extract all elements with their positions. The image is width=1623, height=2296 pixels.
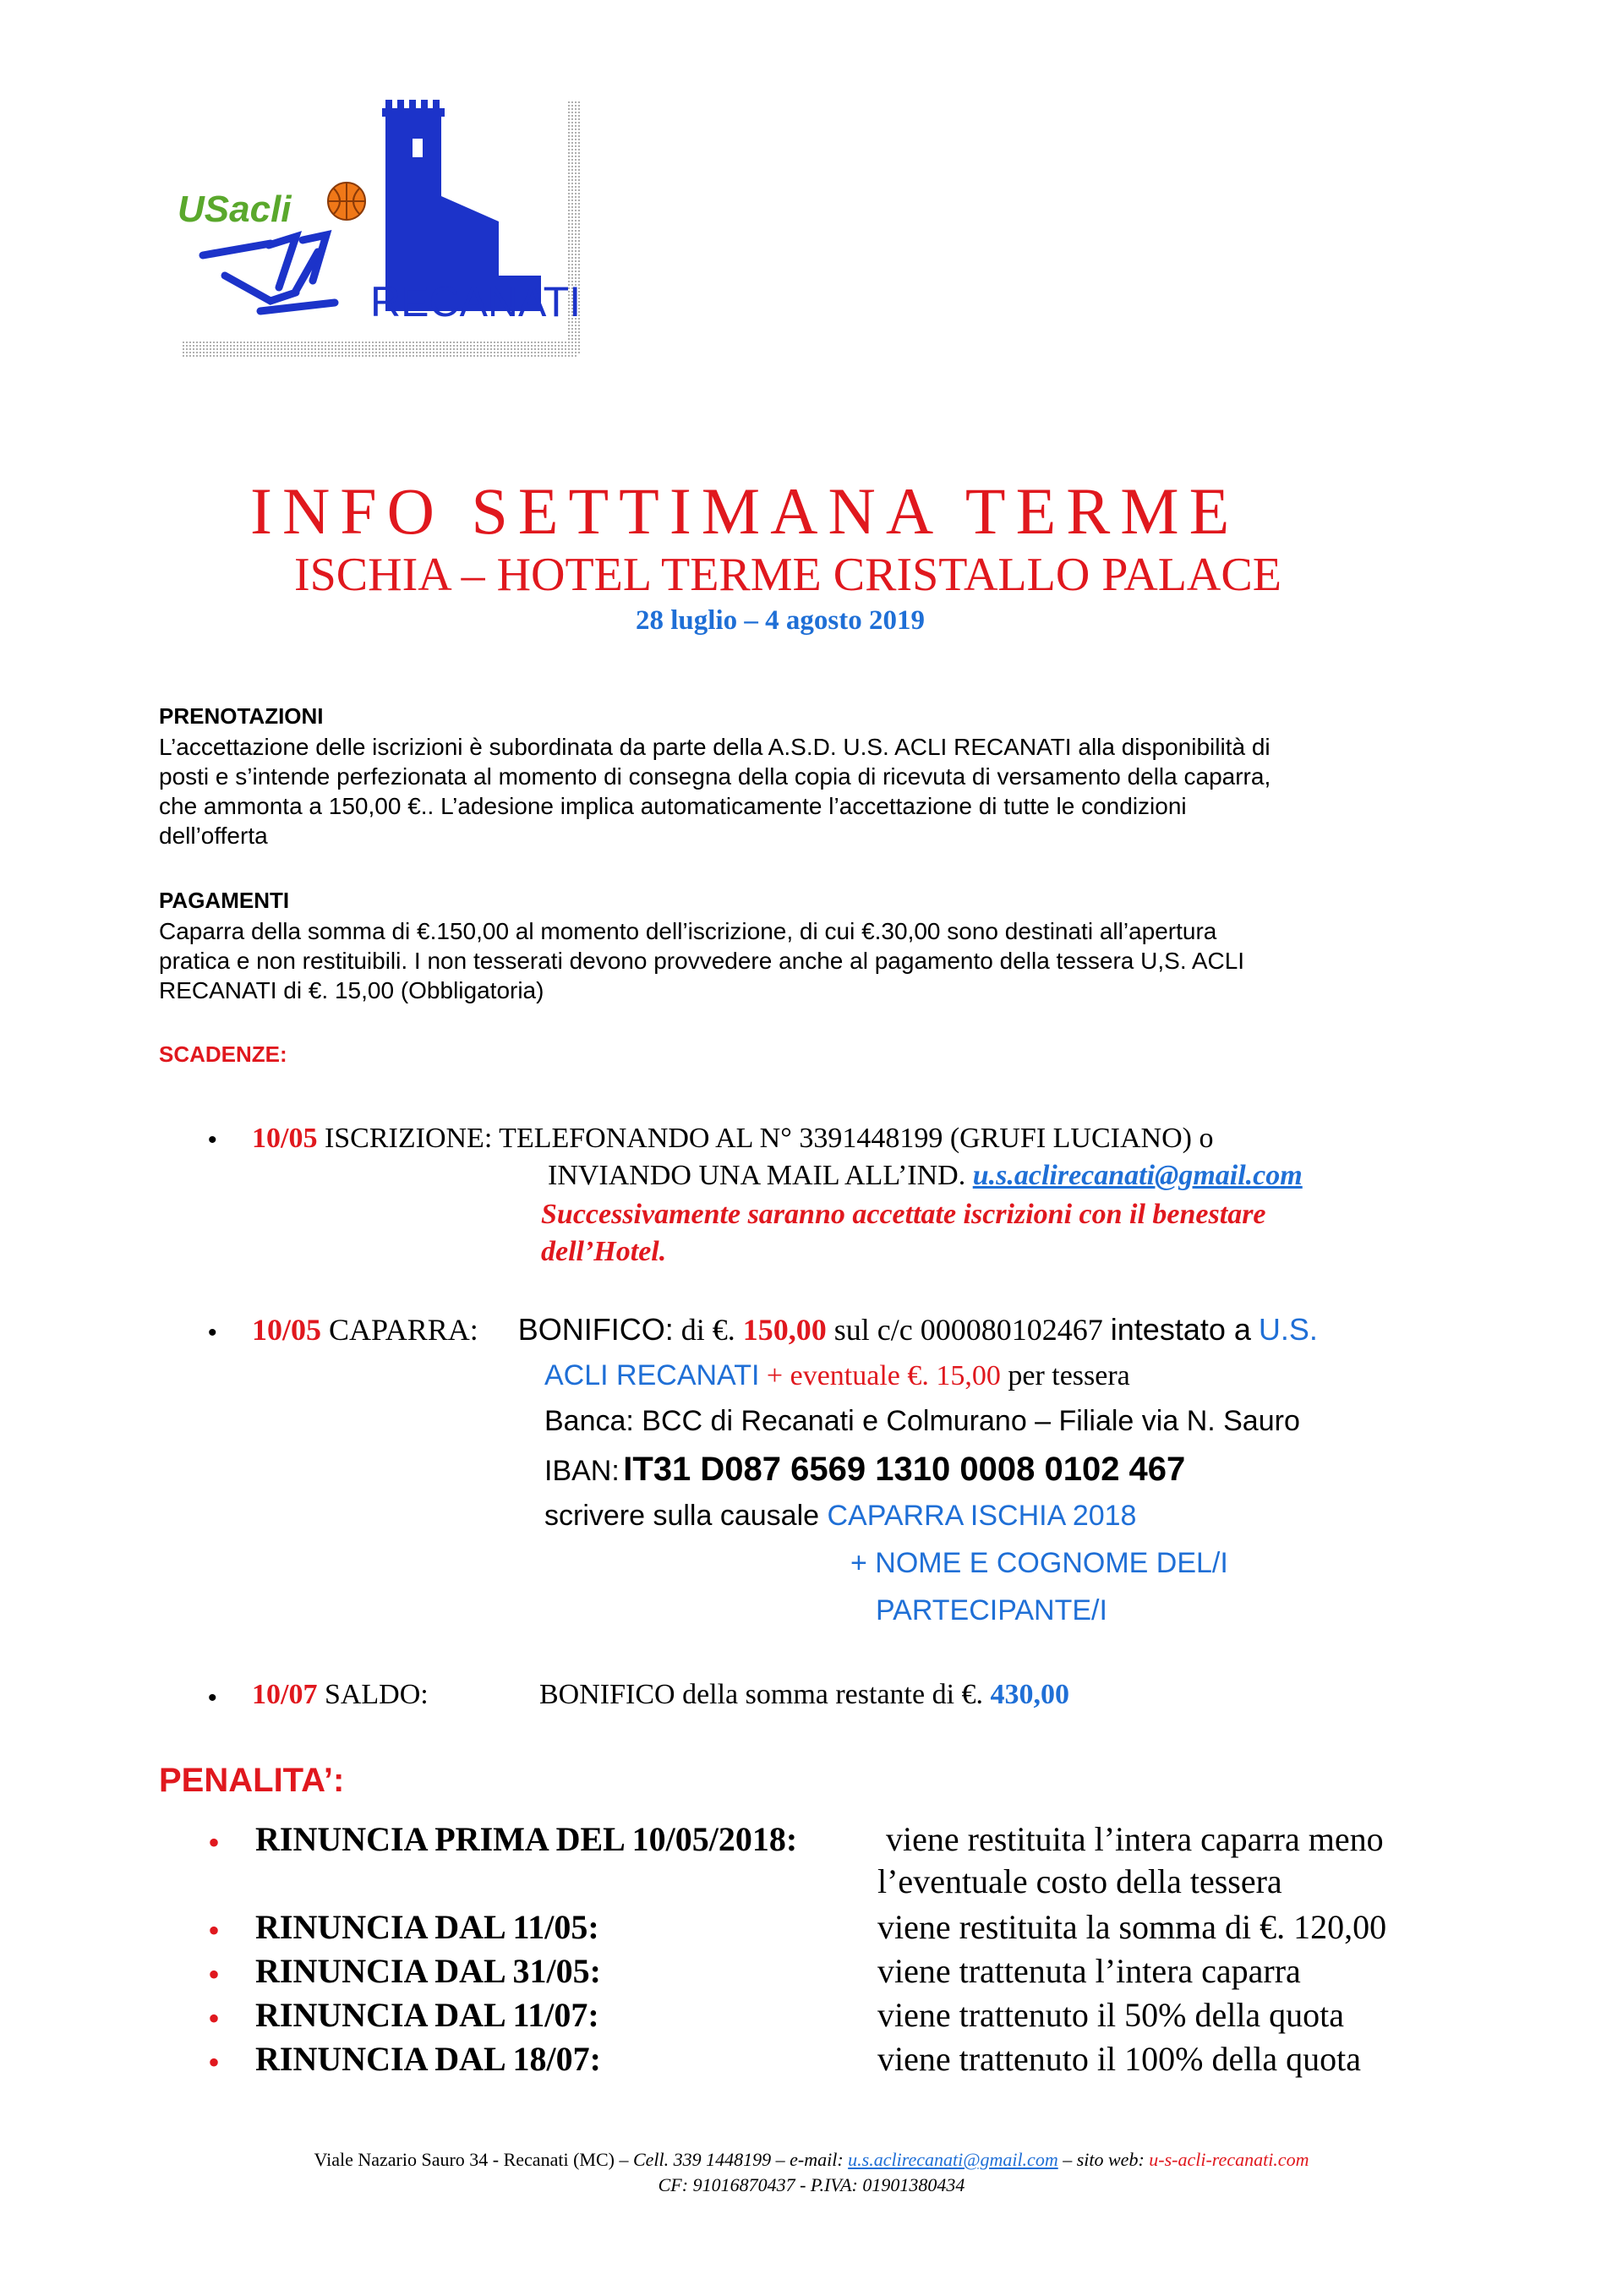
footer-piva-label: - P.IVA: <box>800 2174 858 2195</box>
prenotazioni-text <box>159 732 1461 850</box>
footer-site-link[interactable]: u-s-acli-recanati.com <box>1149 2149 1309 2170</box>
prenotazioni-line: che ammonta a 150,00 €.. L’adesione implica automaticamente l’accettazione di tutte le condizioni <box>159 793 1187 819</box>
caparra-bonifico: BONIFICO: <box>517 1312 674 1347</box>
footer-piva: 01901380434 <box>862 2174 965 2195</box>
iscrizione-label: ISCRIZIONE: <box>324 1123 493 1154</box>
caparra-causale-row <box>544 1500 1136 1533</box>
caparra-iban: IT31 D087 6569 1310 0008 0102 467 <box>623 1451 1186 1488</box>
caparra-account: sul c/c 000080102467 <box>833 1313 1103 1347</box>
caparra-banca: Banca: BCC di Recanati e Colmurano – Filiale via N. Sauro <box>544 1405 1300 1437</box>
caparra-causale: CAPARRA ISCHIA 2018 <box>827 1500 1137 1532</box>
prenotazioni-line: dell’offerta <box>159 823 268 849</box>
iscrizione-note: Successivamente saranno accettate iscrizioni con il benestare <box>541 1199 1266 1230</box>
bullet-dot: • <box>208 1911 221 1949</box>
penalita-label: RINUNCIA DAL 31/05: <box>255 1952 601 1990</box>
caparra-partecipante: PARTECIPANTE/I <box>876 1594 1107 1626</box>
penalita-text: viene trattenuto il 100% della quota <box>877 2040 1362 2078</box>
skier-icon <box>203 235 335 311</box>
iscrizione-email-link[interactable]: u.s.aclirecanati@gmail.com <box>972 1160 1303 1191</box>
caparra-iban-row <box>544 1451 1185 1489</box>
saldo-amount: 430,00 <box>990 1679 1070 1710</box>
page-title: INFO SETTIMANA TERME <box>250 474 1240 548</box>
scadenze-heading: SCADENZE: <box>159 1041 287 1067</box>
caparra-causale-label: scrivere sulla causale <box>544 1500 820 1532</box>
club-logo <box>169 95 583 362</box>
bullet-dot: • <box>208 1319 217 1347</box>
page-subtitle: ISCHIA – HOTEL TERME CRISTALLO PALACE <box>294 549 1281 601</box>
logo-graphic <box>169 95 583 362</box>
caparra-nome: + NOME E COGNOME DEL/I <box>850 1547 1228 1579</box>
saldo-detail <box>539 1679 1069 1711</box>
caparra-acli: ACLI RECANATI <box>544 1359 760 1391</box>
bullet-dot: • <box>208 1823 221 1861</box>
caparra-label: CAPARRA: <box>329 1313 478 1347</box>
saldo-row <box>252 1679 429 1711</box>
bullet-dot: • <box>208 1684 217 1712</box>
caparra-row <box>252 1312 1318 1348</box>
iscrizione-date: 10/05 <box>252 1123 318 1154</box>
penalita-label: RINUNCIA DAL 18/07: <box>255 2040 601 2078</box>
caparra-di: di €. <box>680 1313 735 1347</box>
pagamenti-heading: PAGAMENTI <box>159 888 290 913</box>
caparra-amount: 150,00 <box>742 1313 827 1347</box>
footer-cell-label: Cell. <box>632 2149 669 2170</box>
caparra-us: U.S. <box>1258 1312 1318 1347</box>
pagamenti-text <box>159 916 1461 1005</box>
caparra-acli-row <box>544 1359 1130 1392</box>
bullet-dot: • <box>208 1126 217 1154</box>
logo-city-text: RECANATI <box>370 278 582 325</box>
footer-fiscal <box>0 2174 1623 2196</box>
footer-cf-label: CF: <box>658 2174 689 2195</box>
caparra-iban-label: IBAN: <box>544 1455 620 1487</box>
bullet-dot: • <box>208 2043 221 2081</box>
caparra-date: 10/05 <box>252 1313 322 1347</box>
iscrizione-phone: TELEFONANDO AL N° 3391448199 (GRUFI LUCIANO) <box>499 1123 1192 1154</box>
footer-contacts <box>0 2149 1623 2171</box>
iscrizione-mail-label: INVIANDO UNA MAIL ALL’IND. <box>548 1160 966 1191</box>
penalita-text: viene restituita l’intera caparra meno <box>886 1820 1384 1858</box>
pagamenti-line: Caparra della somma di €.150,00 al momento dell’iscrizione, di cui €.30,00 sono destinati all’apertura <box>159 918 1217 944</box>
footer-cf: 91016870437 <box>692 2174 795 2195</box>
caparra-per-tessera: per tessera <box>1008 1360 1130 1391</box>
penalita-label: RINUNCIA DAL 11/07: <box>255 1996 599 2034</box>
penalita-label: RINUNCIA DAL 11/05: <box>255 1908 599 1946</box>
logo-brand-text: USacli <box>178 189 292 230</box>
iscrizione-or: o <box>1199 1123 1214 1154</box>
caparra-intestato: intestato a <box>1110 1312 1251 1347</box>
iscrizione-row <box>252 1123 1213 1155</box>
footer-email-label: – e-mail: <box>775 2149 844 2170</box>
footer-address: Viale Nazario Sauro 34 - Recanati (MC) – <box>314 2149 629 2170</box>
pagamenti-line: RECANATI di €. 15,00 (Obbligatoria) <box>159 977 544 1003</box>
iscrizione-mail-row <box>548 1160 1303 1192</box>
penalita-text: viene trattenuta l’intera caparra <box>877 1952 1301 1990</box>
iscrizione-note: dell’Hotel. <box>541 1236 667 1267</box>
logo-shadow-bottom <box>183 340 577 357</box>
bullet-dot: • <box>208 1955 221 1993</box>
penalita-text: l’eventuale costo della tessera <box>877 1862 1282 1900</box>
penalita-text: viene restituita la somma di €. 120,00 <box>877 1908 1387 1946</box>
pagamenti-line: pratica e non restituibili. I non tesserati devono provvedere anche al pagamento della tessera U,S. ACLI <box>159 948 1245 974</box>
caparra-eventuale: + eventuale €. 15,00 <box>766 1360 1001 1391</box>
prenotazioni-line: posti e s’intende perfezionata al momento di consegna della copia di ricevuta di versamento della caparra, <box>159 763 1271 790</box>
prenotazioni-line: L’accettazione delle iscrizioni è subordinata da parte della A.S.D. U.S. ACLI RECANATI alla disponibilità di <box>159 734 1271 760</box>
basketball-icon <box>328 183 365 220</box>
footer-site-label: – sito web: <box>1063 2149 1145 2170</box>
saldo-label: SALDO: <box>324 1679 429 1710</box>
penalita-text: viene trattenuto il 50% della quota <box>877 1996 1345 2034</box>
event-dates: 28 luglio – 4 agosto 2019 <box>636 605 925 636</box>
footer-cell: 339 1448199 <box>673 2149 772 2170</box>
penalita-heading: PENALITA’: <box>159 1762 345 1799</box>
saldo-date: 10/07 <box>252 1679 318 1710</box>
prenotazioni-heading: PRENOTAZIONI <box>159 703 324 729</box>
bullet-dot: • <box>208 1999 221 2037</box>
penalita-label: RINUNCIA PRIMA DEL 10/05/2018: <box>255 1820 798 1858</box>
footer-email-link[interactable]: u.s.aclirecanati@gmail.com <box>848 2149 1058 2170</box>
saldo-text: BONIFICO della somma restante di €. <box>539 1679 984 1710</box>
